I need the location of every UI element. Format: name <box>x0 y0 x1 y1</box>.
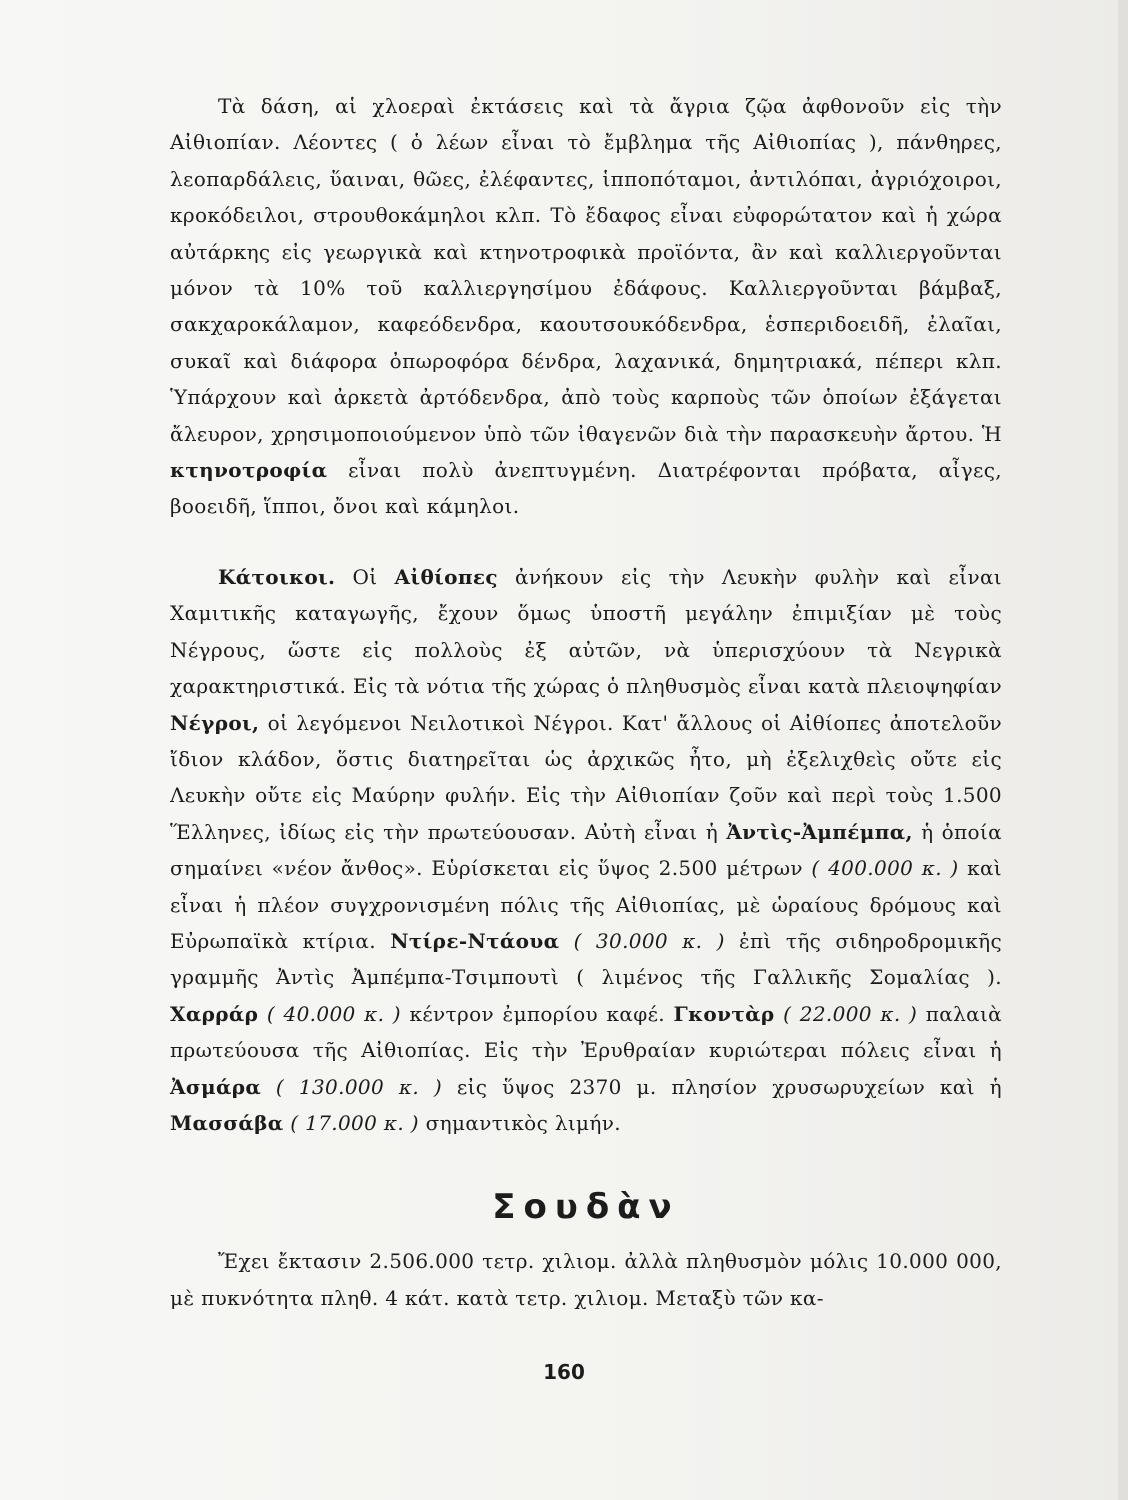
text-run: Οἱ <box>352 564 378 589</box>
bold-term-addis-ababa: Ἀντὶς-Ἀμπέμπα, <box>726 819 913 844</box>
population-figure: ( 40.000 κ. ) <box>266 1001 401 1026</box>
text-run: Τὰ δάση, αἱ χλοεραὶ ἐκτάσεις καὶ τὰ ἄγρια ζῷα ἀφθονοῦν εἰς τὴν Αἰθιοπίαν. Λέοντες ( ὁ λέων εἶναι τὸ ἔμβλημα τῆς Αἰθιοπίας ), πάνθηρες, λεοπαρδάλεις, ὕαιναι, θῶες, ἐλέφαντες, ἱπποπόταμοι, ἀντιλόπαι, ἀγριόχοιροι, κροκόδειλοι, στρουθοκάμηλοι κλπ. Τὸ ἔδαφος εἶναι εὐφορώτατον καὶ ἡ χώρα αὐτάρκης εἰς γεωργικὰ καὶ κτηνοτροφικὰ προϊόντα, ἂν καὶ καλλιεργοῦνται μόνον τὰ 10% τοῦ καλλιεργησίμου ἐδάφους. Καλλιεργοῦνται βάμβαξ, σακχαροκάλαμον, καφεόδενδρα, καουτσουκόδενδρα, ἑσπεριδοειδῆ, ἐλαῖαι, συκαῖ καὶ διάφορα ὀπωροφόρα δένδρα, λαχανικά, δημητριακά, πέπερι κλπ. Ὑπάρχουν καὶ ἀρκετὰ ἀρτόδενδρα, ἀπὸ τοὺς καρποὺς τῶν ὁποίων ἐξάγεται ἄλευρον, χρησιμοποιούμενον ὑπὸ τῶν ἰθαγενῶν διὰ τὴν παρασκευὴν ἄρτου. Ἡ <box>170 94 1002 446</box>
text-run: κέντρον ἐμπορίου καφέ. <box>409 1001 666 1026</box>
text-run: οἱ λεγόμενοι Νειλοτικοὶ Νέγροι. Κατ' ἄλλους οἱ Αἰθίοπες ἀποτελοῦν ἴδιον κλάδον, ὅστις διατηρεῖται ὡς ἀρχικῶς ἦτο, μὴ ἐξελιχθεὶς οὔτε εἰς Λευκὴν οὔτε εἰς Μαύρην φυλήν. Εἰς τὴν Αἰθιοπίαν ζοῦν καὶ περὶ τοὺς 1.500 Ἕλληνες, ἰδίως εἰς τὴν πρωτεύουσαν. Αὐτὴ εἶναι ἡ <box>170 710 1002 844</box>
bold-term-negroes: Νέγροι, <box>170 710 260 735</box>
page-edge-shadow <box>1118 0 1128 1500</box>
page-text-column <box>170 88 1002 1316</box>
bold-term-livestock: κτηνοτροφία <box>170 458 328 483</box>
text-run: ἀνήκουν εἰς τὴν Λευκὴν φυλὴν καὶ εἶναι Χαμιτικῆς καταγωγῆς, ἔχουν ὅμως ὑποστῆ μεγάλην ἐπιμιξίαν μὲ τοὺς Νέγρους, ὥστε εἰς πολλοὺς ἐξ αὐτῶν, νὰ ὑπερισχύουν τὰ Νεγρικὰ χαρακτηριστικά. Εἰς τὰ νότια τῆς χώρας ὁ πληθυσμὸς εἶναι κατὰ πλειοψηφίαν <box>170 564 1003 699</box>
paragraph-inhabitants <box>170 559 1002 1142</box>
text-run: Ἔχει ἔκτασιν 2.506.000 τετρ. χιλιομ. ἀλλὰ πληθυσμὸν μόλις 10.000 000, μὲ πυκνότητα πληθ. 4 κάτ. κατὰ τετρ. χιλιομ. Μεταξὺ τῶν κα- <box>170 1249 1002 1310</box>
text-run: ἡ ὁποία σημαίνει «νέον ἄνθος». Εὑρίσκεται εἰς ὕψος 2.500 μέτρων <box>170 819 1002 881</box>
bold-term-ethiopians: Αἰθίοπες <box>394 564 498 589</box>
bold-term-massawa: Μασσάβα <box>170 1110 284 1135</box>
text-run: καὶ εἶναι ἡ πλέον συγχρονισμένη πόλις τῆς Αἰθιοπίας, μὲ ὡραίους δρόμους καὶ Εὐρωπαϊκὰ κτίρια. <box>170 856 1002 953</box>
population-figure: ( 17.000 κ. ) <box>290 1110 419 1135</box>
population-figure: ( 130.000 κ. ) <box>275 1074 443 1099</box>
bold-term-harrar: Χαρράρ <box>170 1001 259 1026</box>
page-number: 160 <box>543 1360 585 1384</box>
bold-term-dire-dawa: Ντίρε-Ντάουα <box>390 928 560 953</box>
text-run: ἐπὶ τῆς σιδηροδρομικῆς γραμμῆς Ἀντὶς Ἀμπέμπα-Τσιμπουτὶ ( λιμένος τῆς Γαλλικῆς Σομαλίας ). <box>170 928 1003 990</box>
section-lead-inhabitants: Κάτοικοι. <box>218 564 336 589</box>
bold-term-asmara: Ἀσμάρα <box>170 1074 262 1099</box>
text-run: σημαντικὸς λιμήν. <box>425 1110 621 1135</box>
population-figure: ( 30.000 κ. ) <box>573 928 725 953</box>
section-heading-sudan: Σουδὰν <box>492 1187 680 1228</box>
bold-term-gondar: Γκοντὰρ <box>673 1001 775 1026</box>
paragraph-sudan <box>170 1243 1002 1316</box>
text-run: εἶναι πολὺ ἀνεπτυγμένη. Διατρέφονται πρόβατα, αἶγες, βοοειδῆ, ἵπποι, ὄνοι καὶ κάμηλοι. <box>170 458 1002 519</box>
text-run: εἰς ὕψος 2370 μ. πλησίον χρυσωρυχείων καὶ ἡ <box>456 1074 1002 1099</box>
paragraph-fauna-agriculture <box>170 88 1002 525</box>
text-run: παλαιὰ πρωτεύουσα τῆς Αἰθιοπίας. Εἰς τὴν Ἐρυθραίαν κυριώτεραι πόλεις εἶναι ἡ <box>170 1001 1003 1063</box>
population-figure: ( 400.000 κ. ) <box>811 856 959 881</box>
population-figure: ( 22.000 κ. ) <box>783 1001 918 1026</box>
paragraph-spacer <box>170 525 1002 559</box>
